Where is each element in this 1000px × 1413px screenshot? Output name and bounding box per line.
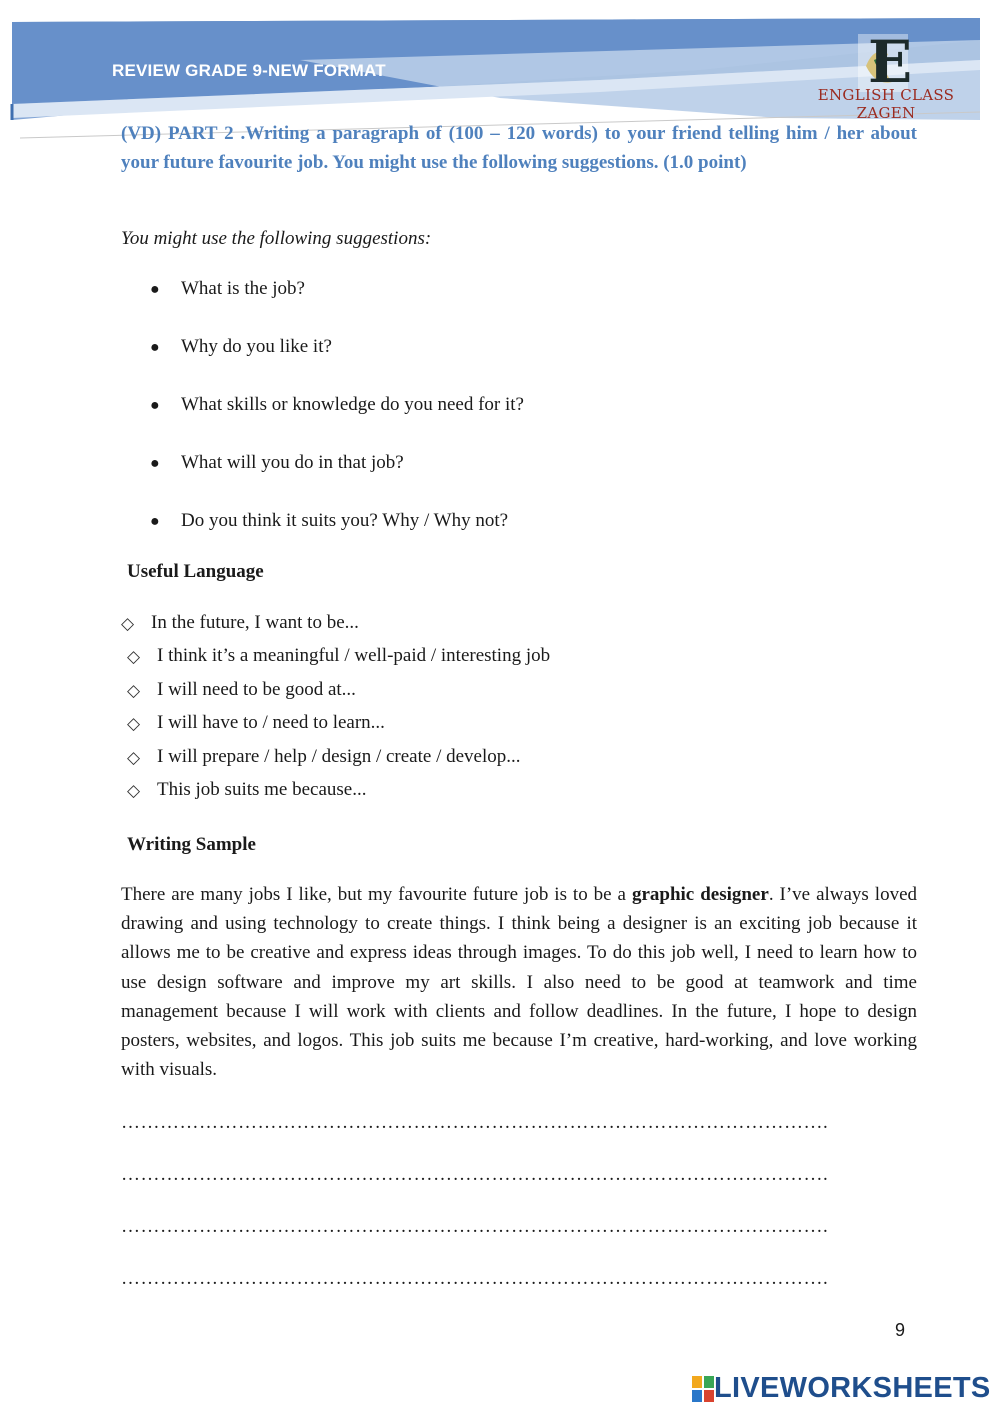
liveworksheets-logo-icon: [692, 1376, 714, 1402]
diamond-icon: ◇: [121, 614, 135, 633]
list-item: ● Do you think it suits you? Why / Why not?: [150, 510, 524, 568]
diamond-icon: ◇: [127, 780, 141, 800]
liveworksheets-brand: [692, 1372, 991, 1405]
useful-language-list: [121, 612, 550, 812]
useful-language-heading: Useful Language: [127, 561, 264, 582]
list-item: ◇ I will have to / need to learn...: [121, 712, 550, 745]
list-item: ◇ I think it’s a meaningful / well-paid / interesting job: [121, 645, 550, 678]
page-number: 9: [895, 1320, 906, 1340]
list-item: ◇ I will prepare / help / design / create / develop...: [121, 746, 550, 779]
list-item: ◇ In the future, I want to be...: [121, 612, 550, 645]
liveworksheets-wordmark: LIVEWORKSHEETS: [714, 1372, 991, 1404]
list-item: ● What will you do in that job?: [150, 452, 524, 510]
task-instructions: (VD) PART 2 .Writing a paragraph of (100 – 120 words) to your friend telling him / her about your future favourite job. You might use the following suggestions. (1.0 point): [121, 123, 917, 173]
bullet-icon: ●: [150, 455, 160, 472]
suggestions-intro: You might use the following suggestions:: [121, 228, 432, 249]
answer-line[interactable]: ……………………………………………………………………………………………….: [121, 1112, 829, 1133]
bullet-icon: ●: [150, 281, 160, 298]
list-item: ◇ This job suits me because...: [121, 779, 550, 812]
bullet-icon: ●: [150, 397, 160, 414]
diamond-icon: ◇: [127, 680, 141, 700]
list-item: ● What skills or knowledge do you need for it?: [150, 394, 524, 452]
list-item: ● Why do you like it?: [150, 336, 524, 394]
header-title: REVIEW GRADE 9-NEW FORMAT: [112, 61, 386, 80]
bullet-icon: ●: [150, 339, 160, 356]
diamond-icon: ◇: [127, 747, 141, 767]
highlighted-job: graphic designer: [631, 884, 769, 905]
answer-line[interactable]: ……………………………………………………………………………………………….: [121, 1164, 829, 1185]
logo-letter: E: [868, 28, 913, 96]
writing-sample-paragraph: There are many jobs I like, but my favourite future job is to be a graphic designer. I’ve always loved drawing and using technology to create things. I think being a designer is an exciting job because it allows me to be creative and express ideas through images. To do this job well, I need to learn how to use design software and improve my art skills. I also need to be good at teamwork and time management because I will work with clients and follow deadlines. In the future, I hope to design posters, websites, and logos. This job suits me because I’m creative, hard-working, and love working with visuals.: [121, 884, 918, 1081]
bullet-icon: ●: [150, 513, 160, 530]
list-item: ● What is the job?: [150, 278, 524, 336]
writing-sample-heading: Writing Sample: [127, 834, 256, 855]
diamond-icon: ◇: [127, 647, 141, 667]
answer-line[interactable]: ……………………………………………………………………………………………….: [121, 1268, 829, 1289]
logo-text: ENGLISH CLASS ZAGEN: [817, 86, 955, 122]
answer-line[interactable]: ……………………………………………………………………………………………….: [121, 1216, 829, 1237]
diamond-icon: ◇: [127, 714, 141, 734]
suggestions-list: [150, 278, 524, 568]
list-item: ◇ I will need to be good at...: [121, 679, 550, 712]
